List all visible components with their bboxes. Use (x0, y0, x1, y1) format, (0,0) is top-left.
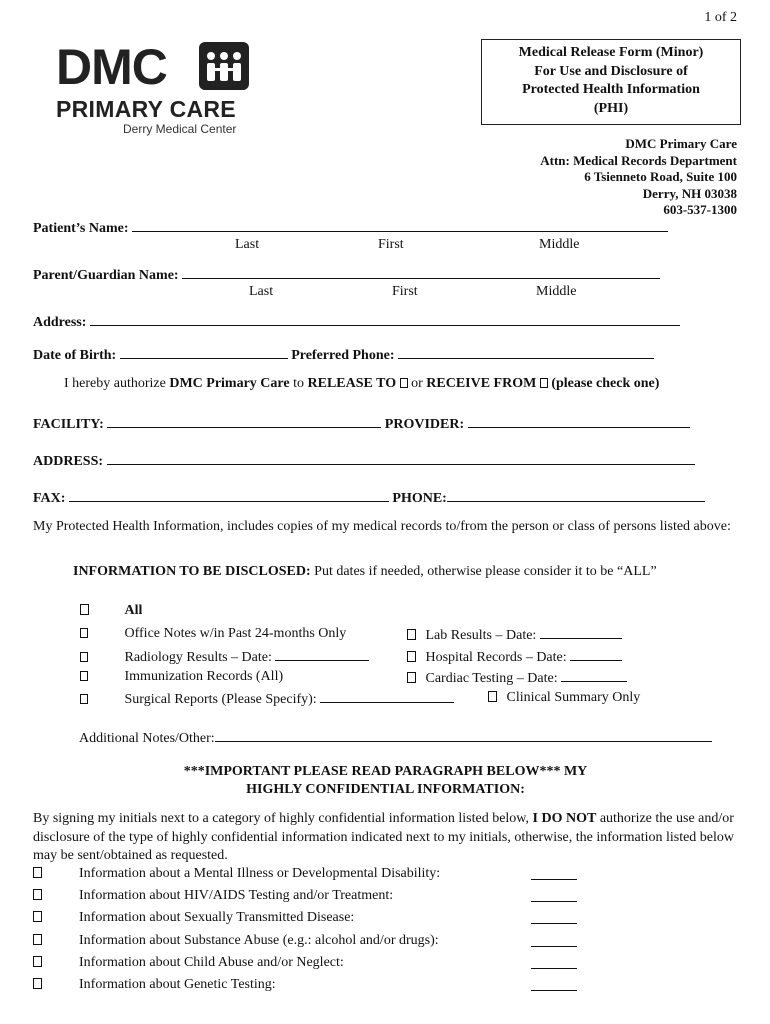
substance-abuse-initials-field[interactable] (531, 935, 577, 947)
office-attn: Attn: Medical Records Department (540, 152, 737, 168)
recipient-address-label: ADDRESS: (33, 454, 104, 469)
release-to-checkbox[interactable] (400, 378, 408, 388)
guardian-first-caption: First (392, 284, 418, 299)
recipient-address-row (33, 452, 695, 470)
office-notes-checkbox[interactable] (80, 628, 88, 638)
check-one-note: (please check one) (551, 376, 660, 391)
office-address (540, 136, 737, 219)
important-line-2: HIGHLY CONFIDENTIAL INFORMATION: (246, 782, 525, 797)
option-cardiac (407, 669, 627, 687)
recipient-address-field[interactable] (107, 452, 695, 465)
lab-results-date-field[interactable] (540, 626, 622, 639)
dob-phone-row (33, 346, 654, 364)
option-surgical (80, 690, 454, 708)
guardian-middle-caption: Middle (536, 284, 577, 299)
fax-label: FAX: (33, 491, 66, 506)
important-line-1: ***IMPORTANT PLEASE READ PARAGRAPH BELOW*** MY (183, 764, 588, 779)
signing-part-1: By signing my initials next to a category of highly confidential information listed below, (33, 811, 533, 826)
logo-dmc-text: DMC (56, 39, 167, 95)
logo-derry-medical-center: Derry Medical Center (123, 122, 237, 136)
title-line-1: Medical Release Form (Minor) (518, 45, 704, 60)
receive-from-label: RECEIVE FROM (426, 376, 537, 391)
radiology-label: Radiology Results – Date: (124, 650, 272, 665)
mental-illness-label: Information about a Mental Illness or Developmental Disability: (79, 866, 441, 881)
option-hospital (407, 648, 622, 666)
hospital-label: Hospital Records – Date: (425, 650, 567, 665)
surgical-specify-field[interactable] (320, 690, 454, 703)
fax-phone-row (33, 489, 705, 507)
child-abuse-label: Information about Child Abuse and/or Neglect: (79, 955, 344, 970)
authorize-prefix: I hereby authorize (64, 376, 170, 391)
title-line-3: Protected Health Information (522, 82, 700, 97)
patient-name-row (33, 219, 668, 237)
authorize-or: or (407, 376, 427, 391)
mental-illness-checkbox[interactable] (33, 867, 42, 878)
office-notes-label: Office Notes w/in Past 24-months Only (124, 626, 347, 641)
hospital-checkbox[interactable] (407, 651, 416, 662)
substance-abuse-label: Information about Substance Abuse (e.g.: alcohol and/or drugs): (79, 933, 439, 948)
form-title-box (481, 39, 741, 125)
title-line-4: (PHI) (593, 100, 629, 116)
std-initials-field[interactable] (531, 912, 577, 924)
list-item (33, 977, 593, 993)
facility-label: FACILITY: (33, 417, 104, 432)
option-clinical-summary (488, 690, 640, 706)
genetic-testing-initials-field[interactable] (531, 979, 577, 991)
hiv-aids-checkbox[interactable] (33, 889, 42, 900)
important-heading (33, 763, 738, 799)
release-to-label: RELEASE TO (307, 376, 397, 391)
child-abuse-initials-field[interactable] (531, 957, 577, 969)
lab-results-label: Lab Results – Date: (425, 628, 537, 643)
list-item (33, 933, 593, 949)
guardian-last-caption: Last (249, 284, 274, 299)
facility-provider-row (33, 415, 690, 433)
genetic-testing-label: Information about Genetic Testing: (79, 977, 276, 992)
list-item (33, 910, 593, 926)
cardiac-label: Cardiac Testing – Date: (425, 671, 558, 686)
cardiac-checkbox[interactable] (407, 672, 416, 683)
disclosed-label: INFORMATION TO BE DISCLOSED: (73, 564, 311, 579)
address-field[interactable] (90, 313, 680, 326)
disclosed-heading (73, 564, 657, 580)
list-item (33, 955, 593, 971)
mental-illness-initials-field[interactable] (531, 868, 577, 880)
immunization-label: Immunization Records (All) (124, 669, 284, 684)
address-row (33, 313, 680, 331)
signing-paragraph (33, 810, 738, 866)
surgical-label: Surgical Reports (Please Specify): (124, 692, 317, 707)
hiv-aids-initials-field[interactable] (531, 890, 577, 902)
fax-field[interactable] (69, 489, 389, 502)
signing-part-2: authorize the use and/or disclosure of the type of highly confidential information indicated next to my initials, otherwise, the information listed below may be sent/obtained as requested. (33, 811, 735, 863)
radiology-checkbox[interactable] (80, 652, 88, 662)
guardian-name-label: Parent/Guardian Name: (33, 268, 179, 283)
option-office-notes (80, 626, 346, 642)
authorize-to: to (289, 376, 308, 391)
genetic-testing-checkbox[interactable] (33, 978, 42, 989)
provider-label: PROVIDER: (384, 417, 465, 432)
facility-field[interactable] (107, 415, 381, 428)
list-item (33, 888, 593, 904)
dob-label: Date of Birth: (33, 348, 117, 363)
immunization-checkbox[interactable] (80, 671, 88, 681)
option-radiology (80, 648, 369, 666)
additional-notes-label: Additional Notes/Other: (79, 731, 215, 746)
substance-abuse-checkbox[interactable] (33, 934, 42, 945)
office-street: 6 Tsienneto Road, Suite 100 (584, 169, 737, 184)
lab-results-checkbox[interactable] (407, 629, 416, 640)
office-city: Derry, NH 03038 (642, 185, 737, 201)
title-line-2: For Use and Disclosure of (534, 63, 688, 79)
disclosed-note: Put dates if needed, otherwise please consider it to be “ALL” (310, 564, 657, 579)
patient-name-label: Patient’s Name: (33, 221, 129, 236)
preferred-phone-field[interactable] (398, 346, 654, 359)
dob-field[interactable] (120, 346, 288, 359)
signing-bold: I DO NOT (532, 811, 597, 826)
all-checkbox[interactable] (80, 604, 89, 615)
recipient-phone-field[interactable] (447, 489, 705, 502)
all-label: All (124, 603, 143, 618)
recipient-phone-label: PHONE: (392, 491, 447, 506)
guardian-name-field[interactable] (182, 266, 660, 279)
patient-last-caption: Last (235, 237, 260, 252)
family-logo-icon (199, 42, 249, 90)
provider-field[interactable] (468, 415, 690, 428)
hospital-date-field[interactable] (570, 648, 622, 661)
option-immunization (80, 669, 283, 685)
office-phone: 603-537-1300 (663, 202, 737, 217)
child-abuse-checkbox[interactable] (33, 956, 42, 967)
option-all (80, 603, 142, 619)
clinical-summary-checkbox[interactable] (488, 691, 497, 702)
phi-paragraph: My Protected Health Information, includes copies of my medical records to/from the person or class of persons listed above: (33, 519, 731, 534)
list-item (33, 866, 593, 882)
option-lab-results (407, 626, 622, 644)
patient-name-field[interactable] (132, 219, 668, 232)
page-number: 1 of 2 (704, 10, 737, 25)
authorize-row (64, 376, 659, 392)
office-name: DMC Primary Care (625, 136, 737, 151)
cardiac-date-field[interactable] (561, 669, 627, 682)
radiology-date-field[interactable] (275, 648, 369, 661)
clinical-summary-label: Clinical Summary Only (506, 690, 641, 705)
address-label: Address: (33, 315, 87, 330)
authorize-org: DMC Primary Care (169, 376, 290, 391)
additional-notes-row (79, 729, 712, 747)
receive-from-checkbox[interactable] (540, 378, 548, 388)
std-checkbox[interactable] (33, 911, 42, 922)
std-label: Information about Sexually Transmitted Disease: (79, 910, 355, 925)
logo-primary-care: PRIMARY CARE (56, 96, 236, 122)
patient-middle-caption: Middle (539, 237, 580, 252)
surgical-checkbox[interactable] (80, 694, 88, 704)
patient-first-caption: First (378, 237, 404, 252)
additional-notes-field[interactable] (215, 729, 712, 742)
guardian-name-row (33, 266, 660, 284)
hiv-aids-label: Information about HIV/AIDS Testing and/or Treatment: (79, 888, 394, 903)
preferred-phone-label: Preferred Phone: (291, 348, 395, 363)
